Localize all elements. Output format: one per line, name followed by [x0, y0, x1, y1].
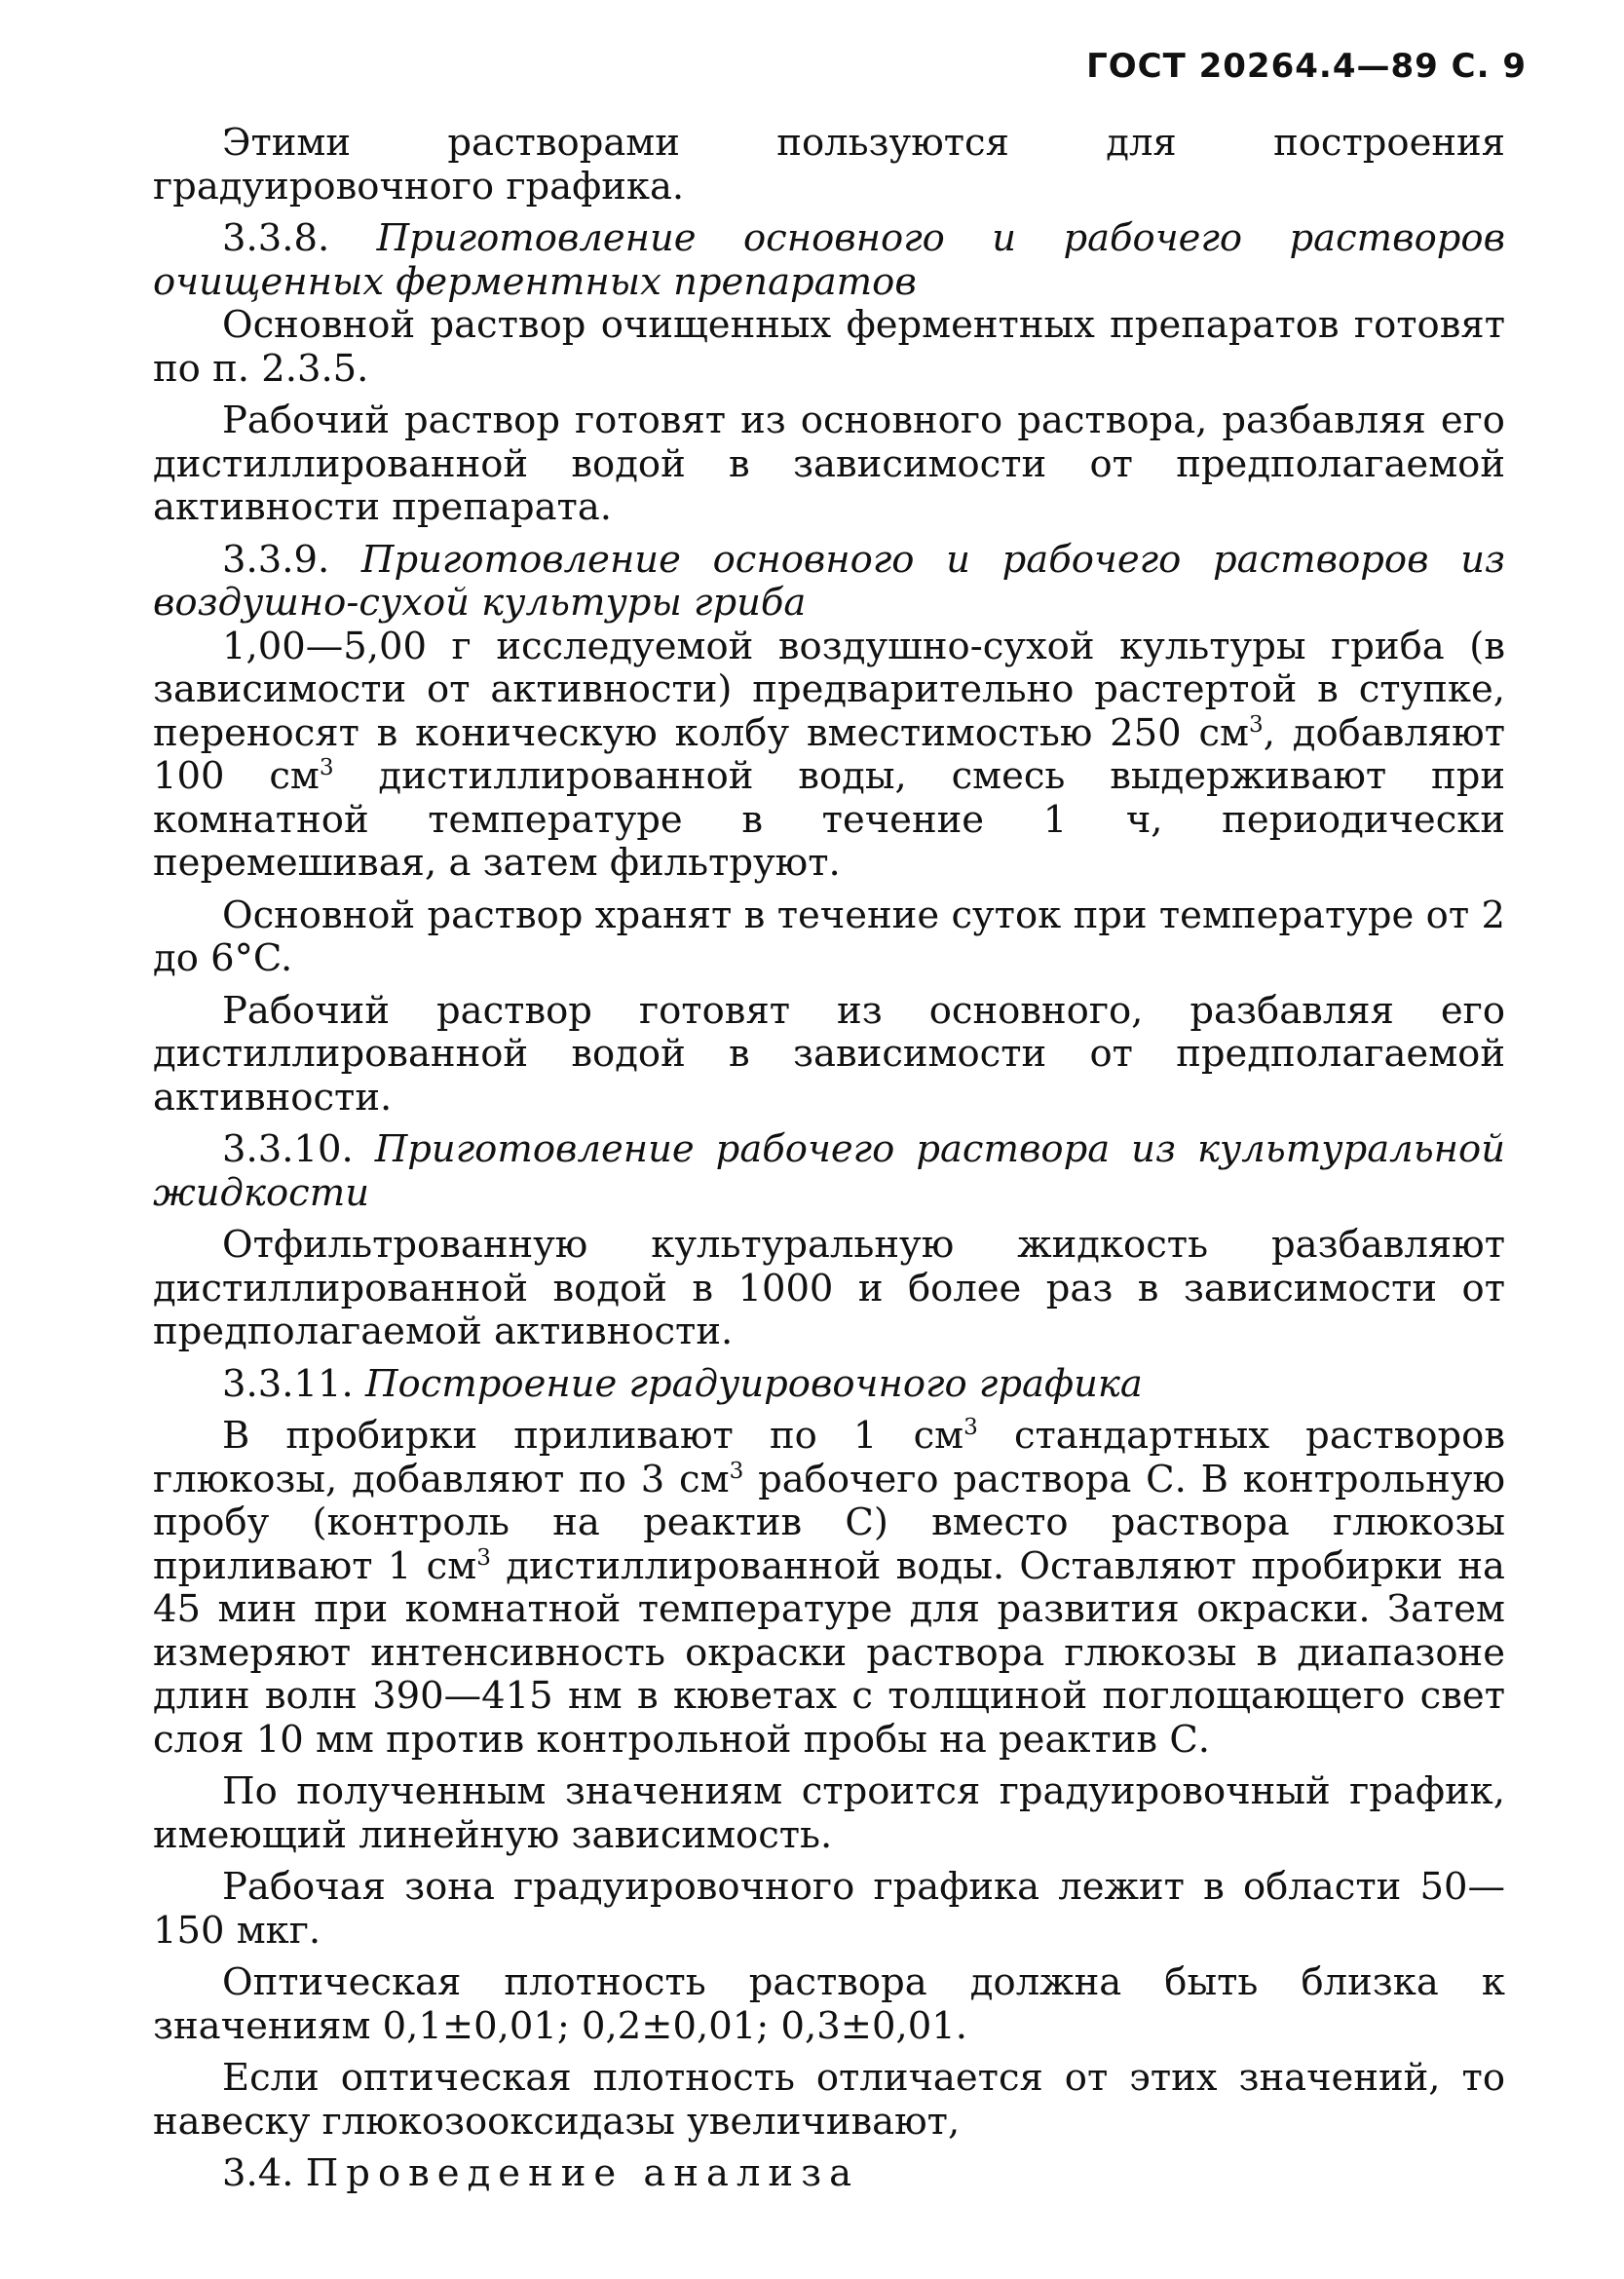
paragraph: Оптическая плотность раствора должна быть близка к значениям 0,1±0,01; 0,2±0,01; 0,3±0,01.	[153, 1960, 1505, 2048]
paragraph: Рабочий раствор готовят из основного раствора, разбавляя его дистиллированной водой в зависимости от предполагаемой активности препарата.	[153, 399, 1505, 529]
section-title: Построение градуировочного графика	[364, 1361, 1143, 1406]
paragraph: Рабочий раствор готовят из основного, разбавляя его дистиллированной водой в зависимости от предполагаемой активности.	[153, 988, 1505, 1120]
paragraph: Основной раствор очищенных ферментных препаратов готовят по п. 2.3.5.	[153, 303, 1505, 391]
superscript: 3	[1248, 711, 1264, 738]
superscript: 3	[319, 755, 334, 781]
text-run: , добавляют 100 см	[153, 710, 1506, 798]
section-heading-3-3-8	[153, 217, 1505, 304]
section-heading-3-3-10	[153, 1128, 1505, 1215]
superscript: 3	[963, 1415, 978, 1441]
paragraph: Если оптическая плотность отличается от этих значений, то навеску глюкозооксидазы увеличивают,	[153, 2056, 1505, 2144]
section-number: 3.4.	[222, 2151, 294, 2195]
text-run: дистиллированной воды, смесь выдерживают при комнатной температуре в течение 1 ч, периодически перемешивая, а затем фильтруют.	[153, 754, 1506, 885]
paragraph: Отфильтрованную культуральную жидкость разбавляют дистиллированной водой в 1000 и более раз в зависимости от предполагаемой активности.	[153, 1223, 1505, 1353]
paragraph	[153, 626, 1505, 886]
section-heading-3-3-11	[153, 1363, 1505, 1407]
section-title: Приготовление основного и рабочего растворов очищенных ферментных препаратов	[153, 216, 1505, 304]
superscript: 3	[476, 1544, 491, 1571]
text-run: дистиллированной воды. Оставляют пробирки на 45 мин при комнатной температуре для развития окраски. Затем измеряют интенсивность окраски раствора глюкозы в диапазоне длин волн 390—415 нм в кюветах с толщиной поглощающего свет слоя 10 мм против контрольной пробы на реактив С.	[153, 1543, 1505, 1762]
paragraph: Рабочая зона градуировочного графика лежит в области 50—150 мкг.	[153, 1865, 1505, 1953]
section-number: 3.3.8.	[222, 216, 330, 260]
superscript: 3	[729, 1458, 744, 1484]
paragraph: Основной раствор хранят в течение суток при температуре от 2 до 6°C.	[153, 893, 1505, 980]
paragraph	[153, 1415, 1505, 1762]
paragraph: По полученным значениям строится градуировочный график, имеющий линейную зависимость.	[153, 1769, 1505, 1857]
section-number: 3.3.9.	[222, 537, 330, 582]
section-title: Проведение анализа	[305, 2151, 860, 2195]
section-number: 3.3.11.	[222, 1361, 354, 1406]
text-run: стандартных растворов глюкозы, добавляют по 3 см	[153, 1414, 1505, 1501]
section-title: Приготовление основного и рабочего растворов из воздушно-сухой культуры гриба	[153, 537, 1505, 625]
section-title: Приготовление рабочего раствора из культуральной жидкости	[153, 1127, 1505, 1215]
text-run: В пробирки приливают по 1 см	[222, 1414, 964, 1458]
section-heading-3-3-9	[153, 539, 1505, 626]
page-header: ГОСТ 20264.4—89 С. 9	[1086, 47, 1527, 86]
text-run: 1,00—5,00 г исследуемой воздушно-сухой культуры гриба (в зависимости от активности) предварительно растертой в ступке, переносят в коническую колбу вместимостью 250 см	[153, 624, 1505, 755]
text-run: рабочего раствора С. В контрольную пробу (контроль на реактив С) вместо раствора глюкозы приливают 1 см	[153, 1457, 1505, 1588]
document-body	[153, 122, 1505, 2196]
paragraph: Этими растворами пользуются для построения градуировочного графика.	[153, 121, 1505, 209]
section-heading-3-4	[153, 2152, 1505, 2196]
section-number: 3.3.10.	[222, 1127, 354, 1171]
